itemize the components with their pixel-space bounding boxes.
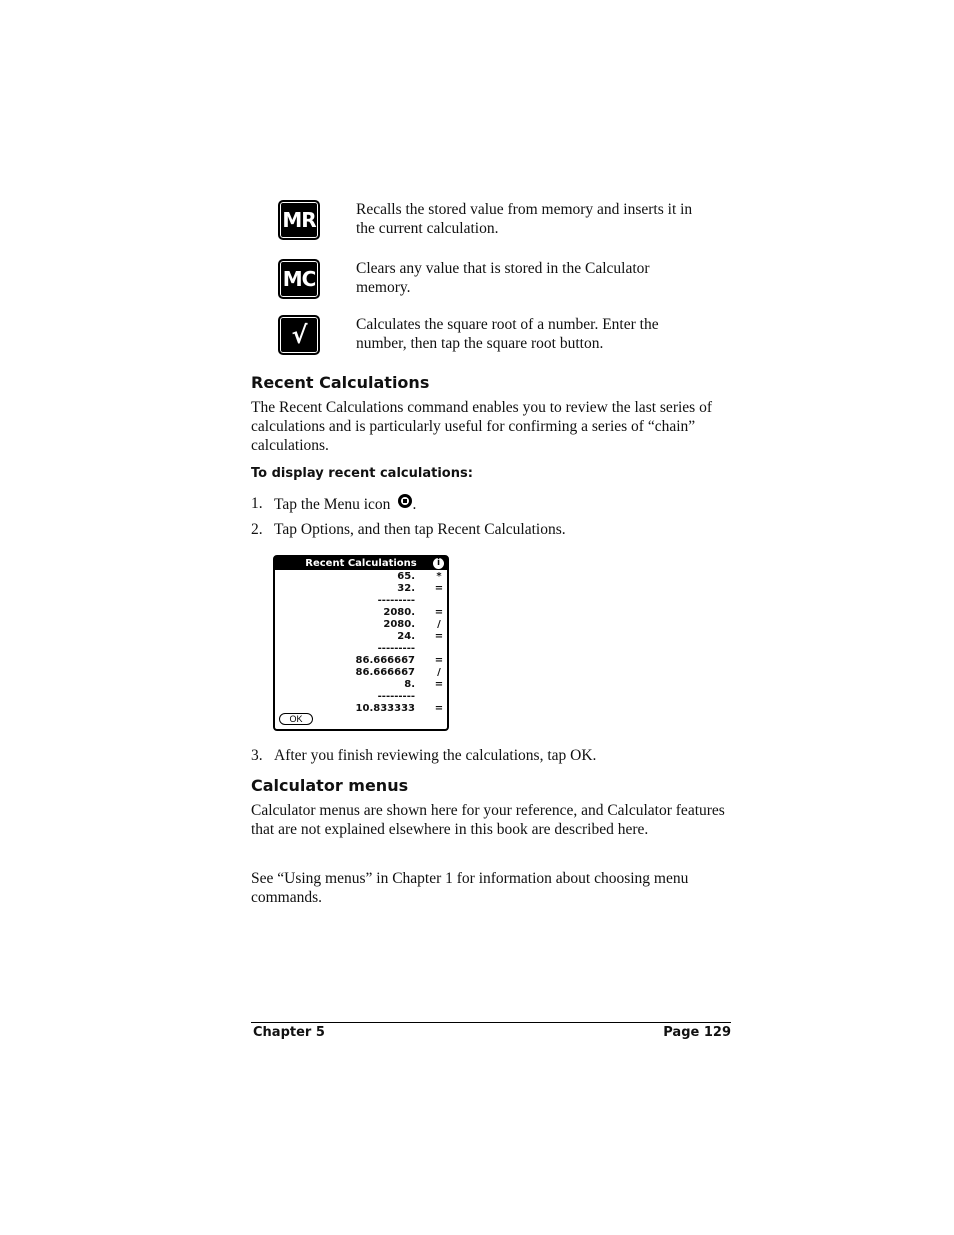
info-icon[interactable]: i — [433, 558, 444, 569]
calc-divider: --------- — [377, 691, 415, 702]
calculator-menus-paragraph-2: See “Using menus” in Chapter 1 for information about choosing menu commands. — [251, 870, 689, 906]
calc-operator: = — [434, 583, 444, 594]
menu-icon — [398, 494, 412, 508]
footer-page-number: Page 129 — [663, 1025, 731, 1040]
calc-operator: = — [434, 607, 444, 618]
mr-description: Recalls the stored value from memory and inserts it in the current calculation. — [356, 201, 693, 237]
memory-clear-key-icon: MC — [278, 259, 320, 299]
calc-line — [275, 655, 447, 667]
step-number: 1. — [251, 495, 263, 512]
recent-calculations-heading: Recent Calculations — [251, 373, 430, 392]
footer-chapter: Chapter 5 — [253, 1025, 325, 1040]
calc-line — [275, 571, 447, 583]
step-text: Tap Options, and then tap Recent Calculations. — [274, 521, 566, 538]
footer-rule — [251, 1022, 731, 1023]
step-number: 2. — [251, 521, 263, 538]
calc-operator: = — [434, 679, 444, 690]
square-root-key-icon: √ — [278, 315, 320, 355]
step-1-text: Tap the Menu icon — [274, 496, 391, 513]
calc-line — [275, 619, 447, 631]
calc-line — [275, 691, 447, 703]
calc-operator: * — [436, 571, 442, 582]
screen-title-bar — [275, 557, 447, 570]
calc-operator: = — [434, 703, 444, 714]
calc-value: 86.666667 — [355, 667, 415, 678]
calc-line — [275, 583, 447, 595]
memory-recall-key-icon: MR — [278, 200, 320, 240]
step-text: After you finish reviewing the calculations, tap OK. — [274, 747, 597, 764]
calc-divider: --------- — [377, 643, 415, 654]
calc-value: 24. — [397, 631, 415, 642]
calc-value: 86.666667 — [355, 655, 415, 666]
calc-line — [275, 667, 447, 679]
calculator-menus-heading: Calculator menus — [251, 776, 409, 795]
step-text — [274, 494, 416, 514]
mc-description: Clears any value that is stored in the Calculator memory. — [356, 260, 650, 296]
calc-value: 2080. — [383, 619, 415, 630]
calc-value: 8. — [404, 679, 415, 690]
calc-line — [275, 643, 447, 655]
calc-value: 10.833333 — [355, 703, 415, 714]
calc-line — [275, 607, 447, 619]
calc-value: 65. — [397, 571, 415, 582]
step-number: 3. — [251, 747, 263, 764]
calc-value: 2080. — [383, 607, 415, 618]
sqrt-description: Calculates the square root of a number. Enter the number, then tap the square root button. — [356, 316, 659, 352]
calc-operator: / — [437, 667, 441, 678]
calculator-menus-paragraph-1: Calculator menus are shown here for your reference, and Calculator features that are not explained elsewhere in this book are described here. — [251, 802, 725, 838]
procedure-title: To display recent calculations: — [251, 466, 473, 481]
calc-operator: / — [437, 619, 441, 630]
screen-title: Recent Calculations — [305, 558, 417, 569]
calc-line — [275, 631, 447, 643]
recent-calculations-screen — [273, 555, 449, 731]
calc-operator: = — [434, 655, 444, 666]
recent-calculations-intro: The Recent Calculations command enables you to review the last series of calculations and is particularly useful for confirming a series of “chain” calculations. — [251, 399, 712, 454]
calc-line — [275, 595, 447, 607]
calc-value: 32. — [397, 583, 415, 594]
calc-operator: = — [434, 631, 444, 642]
calc-divider: --------- — [377, 595, 415, 606]
ok-button[interactable]: OK — [279, 713, 313, 725]
step-1-suffix: . — [412, 496, 417, 513]
calc-line — [275, 679, 447, 691]
